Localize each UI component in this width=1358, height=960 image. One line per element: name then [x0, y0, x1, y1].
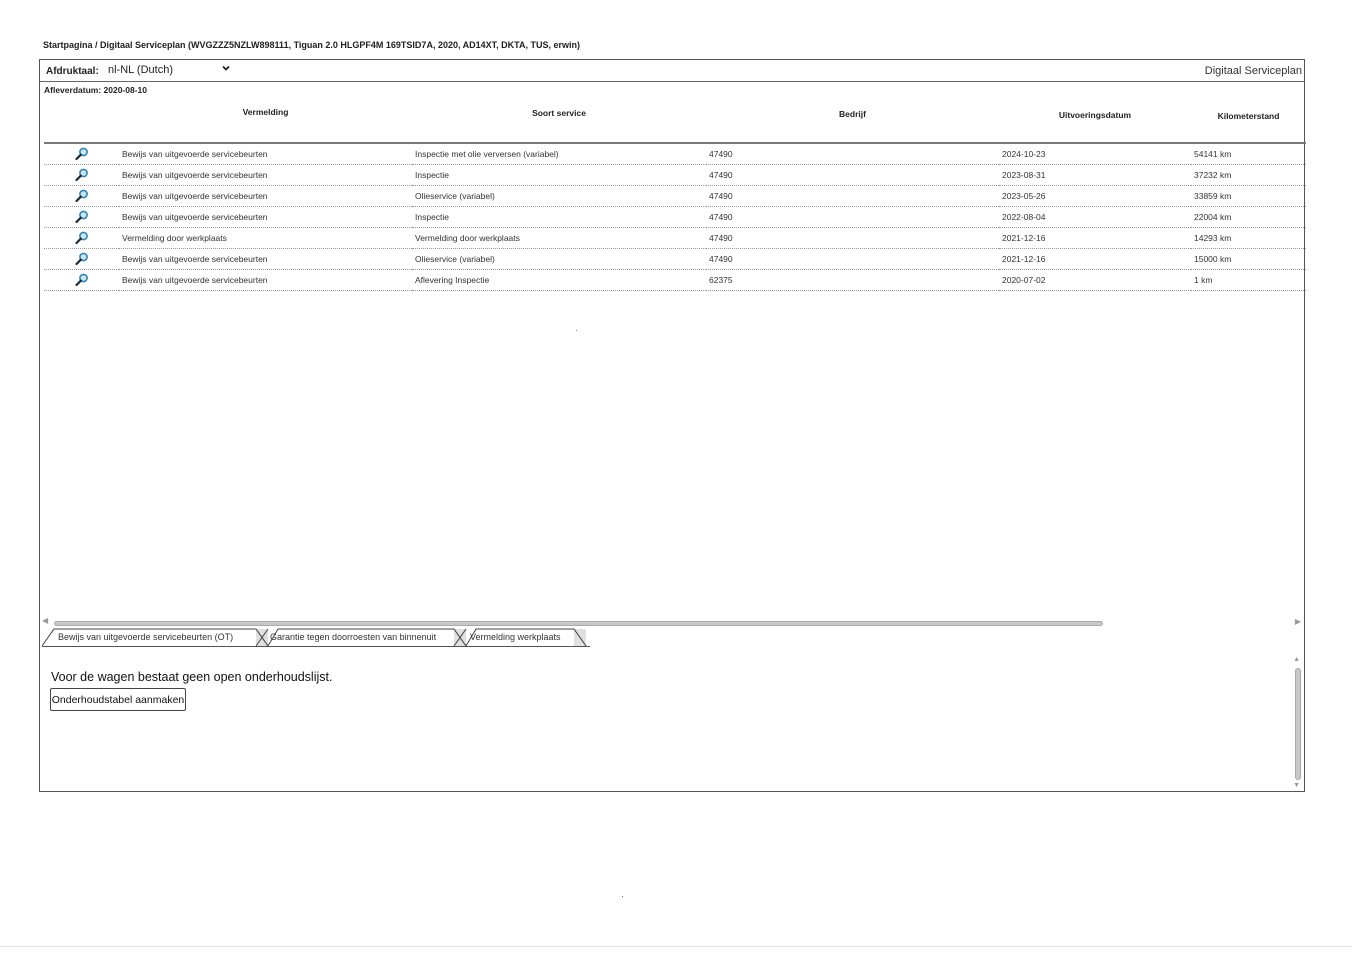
top-toolbar — [40, 60, 1304, 82]
cell-vermelding: Bewijs van uitgevoerde servicebeurten — [119, 186, 412, 207]
table-row[interactable] — [44, 165, 1306, 186]
cell-vermelding: Bewijs van uitgevoerde servicebeurten — [119, 165, 412, 186]
cell-uitvoeringsdatum: 2024-10-23 — [999, 143, 1191, 165]
cell-bedrijf: 47490 — [706, 207, 999, 228]
cell-kilometerstand: 1 km — [1191, 270, 1306, 291]
cell-kilometerstand: 54141 km — [1191, 143, 1306, 165]
cell-soort-service: Inspectie — [412, 165, 706, 186]
cell-kilometerstand: 15000 km — [1191, 249, 1306, 270]
service-plan-panel — [39, 59, 1305, 792]
language-label: Afdruktaal: — [46, 66, 99, 77]
vertical-scrollbar[interactable] — [1295, 668, 1301, 780]
cell-vermelding: Bewijs van uitgevoerde servicebeurten — [119, 143, 412, 165]
scroll-left-arrow-icon[interactable]: ◀ — [42, 616, 49, 625]
table-row[interactable] — [44, 228, 1306, 249]
cell-soort-service: Inspectie — [412, 207, 706, 228]
column-header-bedrijf[interactable]: Bedrijf — [706, 100, 999, 143]
column-header-uitvoeringsdatum[interactable]: Uitvoeringsdatum — [999, 100, 1191, 143]
cell-bedrijf: 47490 — [706, 249, 999, 270]
tab-vermelding-werkplaats[interactable] — [466, 628, 574, 646]
breadcrumb: Startpagina / Digitaal Serviceplan (WVGZZZ5NZLW898111, Tiguan 2.0 HLGPF4M 169TSID7A, 2020, AD14XT, DKTA, TUS, erwin) — [43, 40, 580, 50]
language-select-value: nl-NL (Dutch) — [108, 64, 173, 76]
cell-soort-service: Aflevering Inspectie — [412, 270, 706, 291]
column-header-action — [44, 100, 119, 143]
cell-uitvoeringsdatum: 2021-12-16 — [999, 249, 1191, 270]
cell-kilometerstand: 33859 km — [1191, 186, 1306, 207]
cell-uitvoeringsdatum: 2022-08-04 — [999, 207, 1191, 228]
table-row[interactable] — [44, 249, 1306, 270]
table-row[interactable] — [44, 143, 1306, 165]
page-title: Digitaal Serviceplan — [1204, 65, 1302, 77]
magnifier-icon[interactable] — [75, 147, 89, 160]
tab-label: Garantie tegen doorroesten van binnenuit — [270, 632, 437, 642]
cell-uitvoeringsdatum: 2020-07-02 — [999, 270, 1191, 291]
cell-vermelding: Vermelding door werkplaats — [119, 228, 412, 249]
magnifier-icon[interactable] — [75, 210, 89, 223]
cell-vermelding: Bewijs van uitgevoerde servicebeurten — [119, 249, 412, 270]
cell-bedrijf: 47490 — [706, 165, 999, 186]
cell-bedrijf: 62375 — [706, 270, 999, 291]
scroll-down-arrow-icon[interactable]: ▼ — [1293, 782, 1300, 789]
page-divider — [0, 946, 1352, 947]
cell-kilometerstand: 37232 km — [1191, 165, 1306, 186]
magnifier-icon[interactable] — [75, 231, 89, 244]
tab-label: Vermelding werkplaats — [470, 632, 561, 642]
cell-vermelding: Bewijs van uitgevoerde servicebeurten — [119, 207, 412, 228]
tab-bar — [42, 628, 590, 647]
scroll-up-arrow-icon[interactable]: ▲ — [1293, 656, 1300, 663]
column-header-soort-service[interactable]: Soort service — [412, 100, 706, 143]
magnifier-icon[interactable] — [75, 252, 89, 265]
magnifier-icon[interactable] — [75, 189, 89, 202]
magnifier-icon[interactable] — [75, 168, 89, 181]
cell-soort-service: Inspectie met olie verversen (variabel) — [412, 143, 706, 165]
table-header-row — [44, 100, 1306, 143]
magnifier-icon[interactable] — [75, 273, 89, 286]
cell-bedrijf: 47490 — [706, 228, 999, 249]
cell-soort-service: Olieservice (variabel) — [412, 249, 706, 270]
cell-soort-service: Olieservice (variabel) — [412, 186, 706, 207]
table-row[interactable] — [44, 270, 1306, 291]
horizontal-scrollbar[interactable] — [54, 621, 1103, 626]
cell-uitvoeringsdatum: 2021-12-16 — [999, 228, 1191, 249]
delivery-date: Afleverdatum: 2020-08-10 — [44, 85, 147, 95]
cell-uitvoeringsdatum: 2023-08-31 — [999, 165, 1191, 186]
speck — [576, 330, 577, 331]
cell-kilometerstand: 22004 km — [1191, 207, 1306, 228]
tab-garantie[interactable] — [268, 628, 454, 646]
table-row[interactable] — [44, 186, 1306, 207]
chevron-down-icon — [221, 63, 231, 76]
table-row[interactable] — [44, 207, 1306, 228]
cell-uitvoeringsdatum: 2023-05-26 — [999, 186, 1191, 207]
tab-label: Bewijs van uitgevoerde servicebeurten (OT) — [58, 632, 234, 642]
cell-vermelding: Bewijs van uitgevoerde servicebeurten — [119, 270, 412, 291]
cell-bedrijf: 47490 — [706, 186, 999, 207]
column-header-kilometerstand[interactable]: Kilometerstand — [1191, 100, 1306, 143]
language-select[interactable] — [108, 64, 231, 78]
maintenance-message: Voor de wagen bestaat geen open onderhoudslijst. — [51, 670, 333, 684]
column-header-vermelding[interactable]: Vermelding — [119, 100, 412, 143]
service-history-table — [44, 100, 1306, 291]
create-maintenance-table-button[interactable]: Onderhoudstabel aanmaken — [50, 688, 186, 711]
cell-kilometerstand: 14293 km — [1191, 228, 1306, 249]
tab-servicebeurten[interactable] — [42, 628, 256, 646]
speck — [622, 896, 623, 897]
scroll-right-arrow-icon[interactable]: ▶ — [1294, 617, 1301, 626]
cell-bedrijf: 47490 — [706, 143, 999, 165]
cell-soort-service: Vermelding door werkplaats — [412, 228, 706, 249]
